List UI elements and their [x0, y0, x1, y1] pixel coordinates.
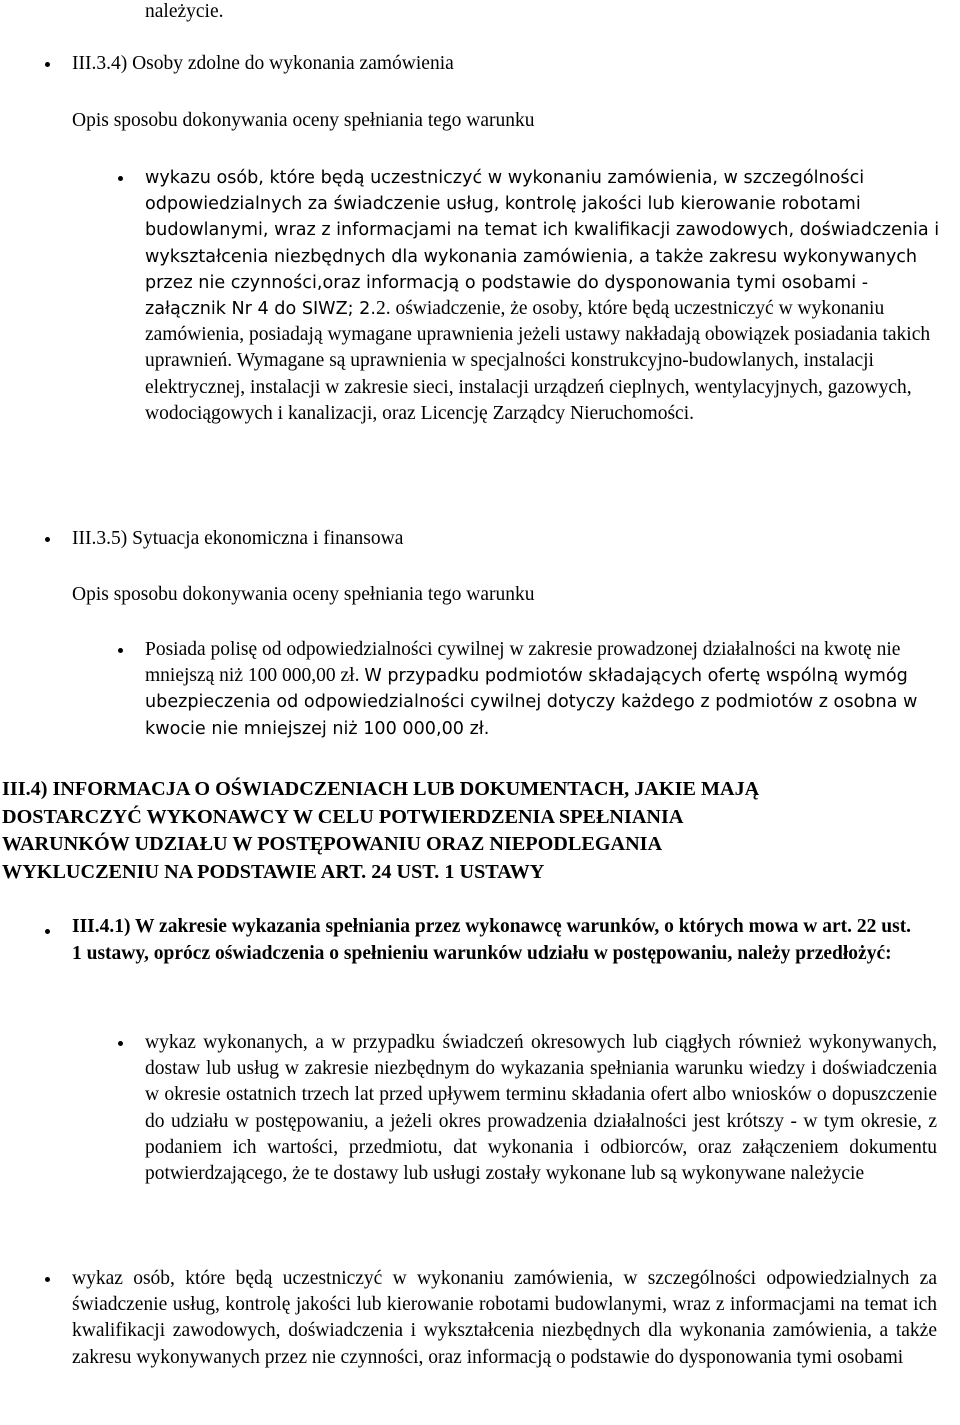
- bullet-marker: [45, 1277, 50, 1282]
- subsection-heading-part-b: 1 ustawy, oprócz oświadczenia o spełnieniu warunków udziału w postępowaniu, należy przedłożyć:: [72, 942, 892, 964]
- heading-line: III.4) INFORMACJA O OŚWIADCZENIACH LUB DOKUMENTACH, JAKIE MAJĄ: [2, 778, 760, 800]
- bullet-marker: [45, 62, 50, 67]
- section-heading: III.3.5) Sytuacja ekonomiczna i finansowa: [72, 528, 404, 549]
- requirement-text-part-a: wykazu osób, które będą uczestniczyć w wykonaniu zamówienia, w szczególności odpowiedzialnych za świadczenie usług, kontrolę jakości lub kierowanie robotami budowlanymi, wraz z informacjami na temat ich kwalifikacji zawodowych, doświadczenia i wykształcenia niezbędnych dla wykonania zamówienia, a także zakresu wykonywanych przez nie czynności,oraz informacją o podstawie do dysponowania tymi osobami - załącznik Nr 4 do SIWZ; 2.: [145, 168, 940, 320]
- heading-line: DOSTARCZYĆ WYKONAWCY W CELU POTWIERDZENIA SPEŁNIANIA: [2, 805, 684, 828]
- requirement-item: [145, 165, 940, 427]
- document-list-item: wykaz osób, które będą uczestniczyć w wykonaniu zamówienia, w szczególności odpowiedzialnych za świadczenie usług, kontrolę jakości lub kierowanie robotami budowlanymi, wraz z informacjami na temat ich kwalifikacji zawodowych, doświadczenia i wykształcenia niezbędnych dla wykonania zamówienia, a także zakresu wykonywanych przez nie czynności, oraz informacją o podstawie do dysponowania tymi osobami: [72, 1268, 937, 1368]
- major-section-heading: [2, 776, 952, 886]
- document-list-item: wykaz wykonanych, a w przypadku świadczeń okresowych lub ciągłych również wykonywanych, dostaw lub usług w zakresie niezbędnym do wykazania spełniania warunku wiedzy i doświadczenia w okresie ostatnich trzech lat przed upływem terminu składania ofert albo wniosków o dopuszczenie do udziału w postępowaniu, a jeżeli okres prowadzenia działalności jest krótszy - w tym okresie, z podaniem ich wartości, przedmiotu, dat wykonania i odbiorców, oraz załączeniem dokumentu potwierdzającego, że te dostawy lub usługi zostały wykonane lub są wykonywane należycie: [145, 1032, 937, 1185]
- continued-text: należycie.: [145, 1, 224, 22]
- requirement-text-part-a: Posiada polisę od odpowiedzialności cywilnej w zakresie prowadzonej działalności na kwotę nie mniejszą niż 100 000,00 zł.: [145, 639, 901, 687]
- subsection-heading-part-a: III.4.1) W zakresie wykazania spełniania przez wykonawcę warunków, o których mowa w art. 22 ust.: [72, 916, 912, 937]
- heading-line: WARUNKÓW UDZIAŁU W POSTĘPOWANIU ORAZ NIEPODLEGANIA: [2, 833, 663, 855]
- subsection-heading: [72, 914, 912, 968]
- requirement-text-part-b: 2. oświadczenie, że osoby, które będą uczestniczyć w wykonaniu zamówienia, posiadają wymagane uprawnienia jeżeli ustawy nakładają obowiązek posiadania takich uprawnień. Wymagane są uprawnienia w specjalności konstrukcyjno-budowlanych, instalacji elektrycznej, instalacji w zakresie sieci, instalacji urządzeń cieplnych, wentylacyjnych, gazowych, wodociągowych i kanalizacji, oraz Licencję Zarządcy Nieruchomości.: [145, 298, 931, 424]
- bullet-marker: [118, 176, 123, 181]
- section-subheading: Opis sposobu dokonywania oceny spełniania tego warunku: [72, 584, 535, 605]
- bullet-marker: [118, 648, 123, 653]
- bullet-marker: [45, 929, 50, 934]
- bullet-marker: [118, 1041, 123, 1046]
- section-subheading: Opis sposobu dokonywania oceny spełniania tego warunku: [72, 110, 535, 131]
- bullet-marker: [45, 537, 50, 542]
- section-heading: III.3.4) Osoby zdolne do wykonania zamówienia: [72, 53, 454, 74]
- requirement-text-part-b: W przypadku podmiotów składających ofertę wspólną wymóg ubezpieczenia od odpowiedzialności cywilnej dotyczy każdego z podmiotów z osobna w kwocie nie mniejszej niż 100 000,00 zł.: [145, 666, 918, 739]
- requirement-item: [145, 637, 925, 742]
- heading-line: WYKLUCZENIU NA PODSTAWIE ART. 24 UST. 1 USTAWY: [2, 860, 545, 883]
